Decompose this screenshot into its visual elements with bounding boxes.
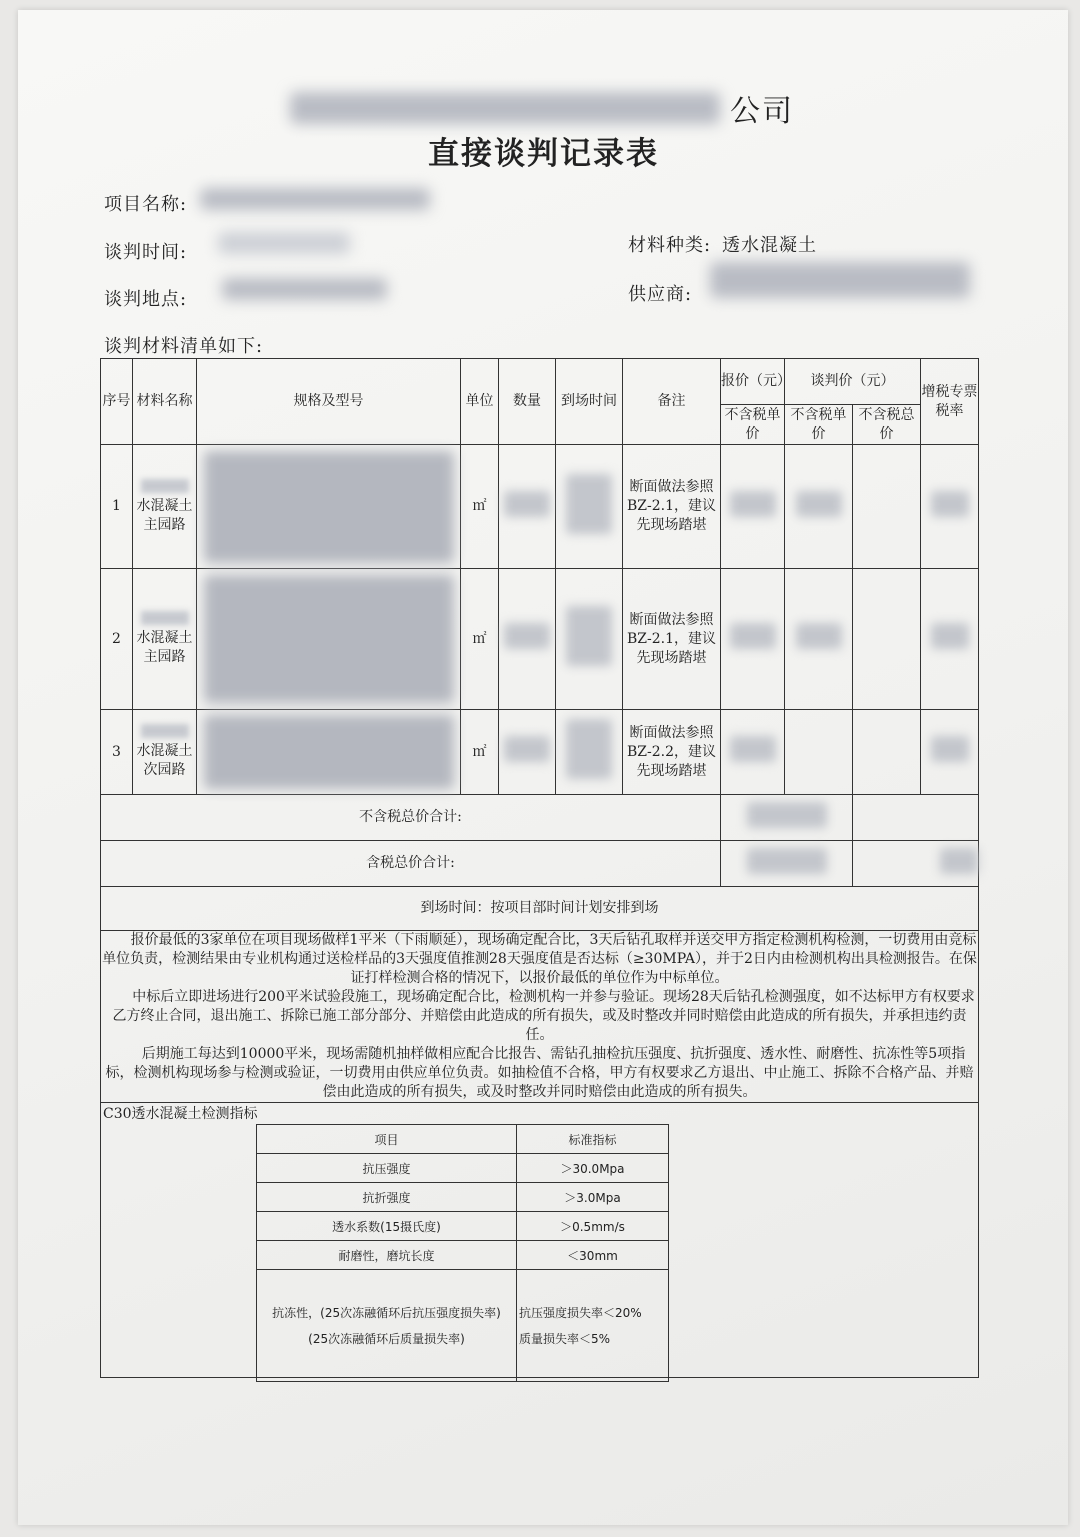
header-arrival-time: 到场时间 — [556, 359, 623, 445]
redacted-quantity — [504, 623, 550, 649]
redacted-supplier — [710, 262, 970, 298]
row-unit: ㎡ — [461, 710, 499, 795]
spec-freeze-std-2: 质量损失率＜5% — [519, 1331, 611, 1346]
row-remark: 断面做法参照BZ-2.2，建议先现场踏堪 — [623, 710, 721, 795]
spec-freeze-std-1: 抗压强度损失率＜20% — [519, 1305, 642, 1320]
redacted-arrival-time — [566, 474, 612, 534]
spec-header-standard: 标准指标 — [517, 1125, 669, 1154]
row-quote-price — [721, 569, 785, 710]
row-material-name-text: 水混凝土次园路 — [136, 743, 193, 778]
redacted-total-incl-tax — [747, 848, 827, 874]
page-title: 直接谈判记录表 — [428, 136, 659, 172]
row-neg-total-price — [853, 569, 921, 710]
redacted-negotiation-place — [222, 278, 387, 300]
project-name-label: 项目名称: — [104, 194, 188, 215]
redacted-name-prefix — [141, 611, 189, 625]
material-type-value: 透水混凝土 — [722, 235, 817, 256]
row-neg-unit-price — [785, 445, 853, 569]
row-quote-price — [721, 445, 785, 569]
redacted-name-prefix — [141, 724, 189, 738]
redacted-vat-rate — [931, 491, 969, 517]
table-row — [101, 710, 979, 795]
row-quote-price — [721, 710, 785, 795]
header-unit: 单位 — [461, 359, 499, 445]
total-excl-tax-value — [721, 795, 853, 841]
redacted-vat-rate — [931, 736, 969, 762]
table-row — [101, 445, 979, 569]
row-arrival-time — [556, 710, 623, 795]
row-seq: 1 — [101, 445, 133, 569]
spec-standard: ＞0.5mm/s — [517, 1212, 669, 1241]
row-material-name-text: 水混凝土主园路 — [136, 497, 193, 533]
total-excl-tax-label: 不含税总价合计: — [101, 795, 721, 841]
header-quote-unit-price: 不含税单价 — [721, 405, 785, 445]
spec-row — [257, 1183, 669, 1212]
row-material-name — [133, 710, 197, 795]
row-material-name — [133, 569, 197, 710]
redacted-negotiation-time — [218, 232, 350, 254]
redacted-spec — [204, 575, 454, 703]
redacted-vat-total — [940, 848, 978, 874]
spec-row — [257, 1241, 669, 1270]
header-neg-unit-price: 不含税单价 — [785, 405, 853, 445]
row-quantity — [499, 445, 556, 569]
spec-row-freeze — [257, 1270, 669, 1382]
redacted-arrival-time — [566, 719, 612, 779]
terms-paragraph-3: 后期施工每达到10000平米，现场需随机抽样做相应配合比报告、需钻孔抽检抗压强度、抗折强度、透水性、耐磨性、抗冻性等5项指标，检测机构现场参与检测或验证，一切费用由供应单位负责。如抽检值不合格，甲方有权要求乙方退出、中止施工、拆除不合格产品、并赔偿由此造成的所有损失，或及时整改并同时赔偿由此造成的所有损失。 — [105, 1046, 974, 1100]
redacted-project-name — [200, 188, 430, 210]
supplier-label: 供应商: — [628, 284, 693, 305]
header-quantity: 数量 — [499, 359, 556, 445]
redacted-arrival-time — [566, 606, 612, 666]
header-material-name: 材料名称 — [133, 359, 197, 445]
material-list-heading: 谈判材料清单如下: — [104, 336, 264, 357]
redacted-vat-rate — [931, 623, 969, 649]
spec-freeze-standard — [517, 1270, 669, 1382]
spec-freeze-item-2: (25次冻融循环后质量损失率) — [308, 1331, 465, 1346]
row-arrival-time — [556, 569, 623, 710]
redacted-spec — [204, 715, 454, 789]
spec-table — [256, 1124, 669, 1382]
row-unit: ㎡ — [461, 445, 499, 569]
row-seq: 2 — [101, 569, 133, 710]
redacted-quote-price — [730, 623, 776, 649]
row-neg-unit-price — [785, 710, 853, 795]
row-neg-unit-price — [785, 569, 853, 710]
row-material-name-text: 水混凝土主园路 — [136, 630, 193, 665]
row-arrival-time — [556, 445, 623, 569]
spec-standard: ＞30.0Mpa — [517, 1154, 669, 1183]
total-incl-tax-value — [721, 841, 853, 887]
row-quantity — [499, 710, 556, 795]
row-seq: 3 — [101, 710, 133, 795]
negotiation-time-label: 谈判时间: — [104, 242, 188, 263]
row-vat-rate — [921, 569, 979, 710]
row-vat-rate — [921, 710, 979, 795]
total-incl-tax-vat — [853, 841, 979, 887]
spec-item: 抗折强度 — [257, 1183, 517, 1212]
redacted-quantity — [504, 491, 550, 517]
redacted-quote-price — [730, 736, 776, 762]
spec-standard: ＜30mm — [517, 1241, 669, 1270]
row-remark: 断面做法参照BZ-2.1，建议先现场踏堪 — [623, 569, 721, 710]
total-excl-tax-empty — [853, 795, 979, 841]
redacted-company-name — [290, 92, 720, 124]
row-neg-total-price — [853, 710, 921, 795]
spec-row — [257, 1212, 669, 1241]
header-seq: 序号 — [101, 359, 133, 445]
spec-caption: C30透水混凝土检测指标 — [103, 1106, 258, 1122]
spec-item: 耐磨性，磨坑长度 — [257, 1241, 517, 1270]
material-type-label: 材料种类: — [628, 235, 712, 256]
company-suffix: 公司 — [730, 94, 794, 129]
table-row — [101, 569, 979, 710]
total-incl-tax-label: 含税总价合计: — [101, 841, 721, 887]
row-unit: ㎡ — [461, 569, 499, 710]
terms-paragraph-2: 中标后立即进场进行200平米试验段施工，现场确定配合比，检测机构一并参与验证。现场28天后钻孔检测强度，如不达标甲方有权要求乙方终止合同，退出施工、拆除已施工部分部分、并赔偿由此造成的所有损失，或及时整改并同时赔偿由此造成的所有损失，并承担违约责任。 — [112, 989, 975, 1043]
arrival-note: 到场时间：按项目部时间计划安排到场 — [101, 887, 979, 931]
header-quote: 报价（元） — [721, 359, 785, 405]
spec-freeze-item-1: 抗冻性，(25次冻融循环后抗压强度损失率) — [272, 1305, 501, 1320]
redacted-quote-price — [730, 491, 776, 517]
redacted-spec — [204, 451, 454, 563]
redacted-neg-unit-price — [796, 491, 842, 517]
terms-paragraph-1: 报价最低的3家单位在项目现场做样1平米（下雨顺延），现场确定配合比，3天后钻孔取样并送交甲方指定检测机构检测，一切费用由竞标单位负责，检测结果由专业机构通过送检样品的3天强度值推测28天强度值是否达标（≥30MPA），并于2日内由检测机构出具检测报告。在保证打样检测合格的情况下，以报价最低的单位作为中标单位。 — [102, 932, 977, 986]
row-vat-rate — [921, 445, 979, 569]
row-remark: 断面做法参照BZ-2.1，建议先现场踏堪 — [623, 445, 721, 569]
spec-header-item: 项目 — [257, 1125, 517, 1154]
row-quantity — [499, 569, 556, 710]
terms-notes — [101, 931, 979, 1103]
row-material-name — [133, 445, 197, 569]
header-neg-total-price: 不含税总价 — [853, 405, 921, 445]
redacted-name-prefix — [141, 479, 189, 493]
spec-freeze-item — [257, 1270, 517, 1382]
row-spec — [197, 445, 461, 569]
spec-row — [257, 1154, 669, 1183]
spec-item: 透水系数(15摄氏度) — [257, 1212, 517, 1241]
spec-item: 抗压强度 — [257, 1154, 517, 1183]
row-neg-total-price — [853, 445, 921, 569]
header-spec: 规格及型号 — [197, 359, 461, 445]
row-spec — [197, 569, 461, 710]
header-negotiated-price: 谈判价（元） — [785, 359, 921, 405]
header-vat-rate: 增税专票税率 — [921, 359, 979, 445]
redacted-quantity — [504, 736, 550, 762]
spec-standard: ＞3.0Mpa — [517, 1183, 669, 1212]
row-spec — [197, 710, 461, 795]
redacted-total-excl-tax — [747, 802, 827, 828]
negotiation-place-label: 谈判地点: — [104, 289, 188, 310]
redacted-neg-unit-price — [796, 623, 842, 649]
header-remark: 备注 — [623, 359, 721, 445]
